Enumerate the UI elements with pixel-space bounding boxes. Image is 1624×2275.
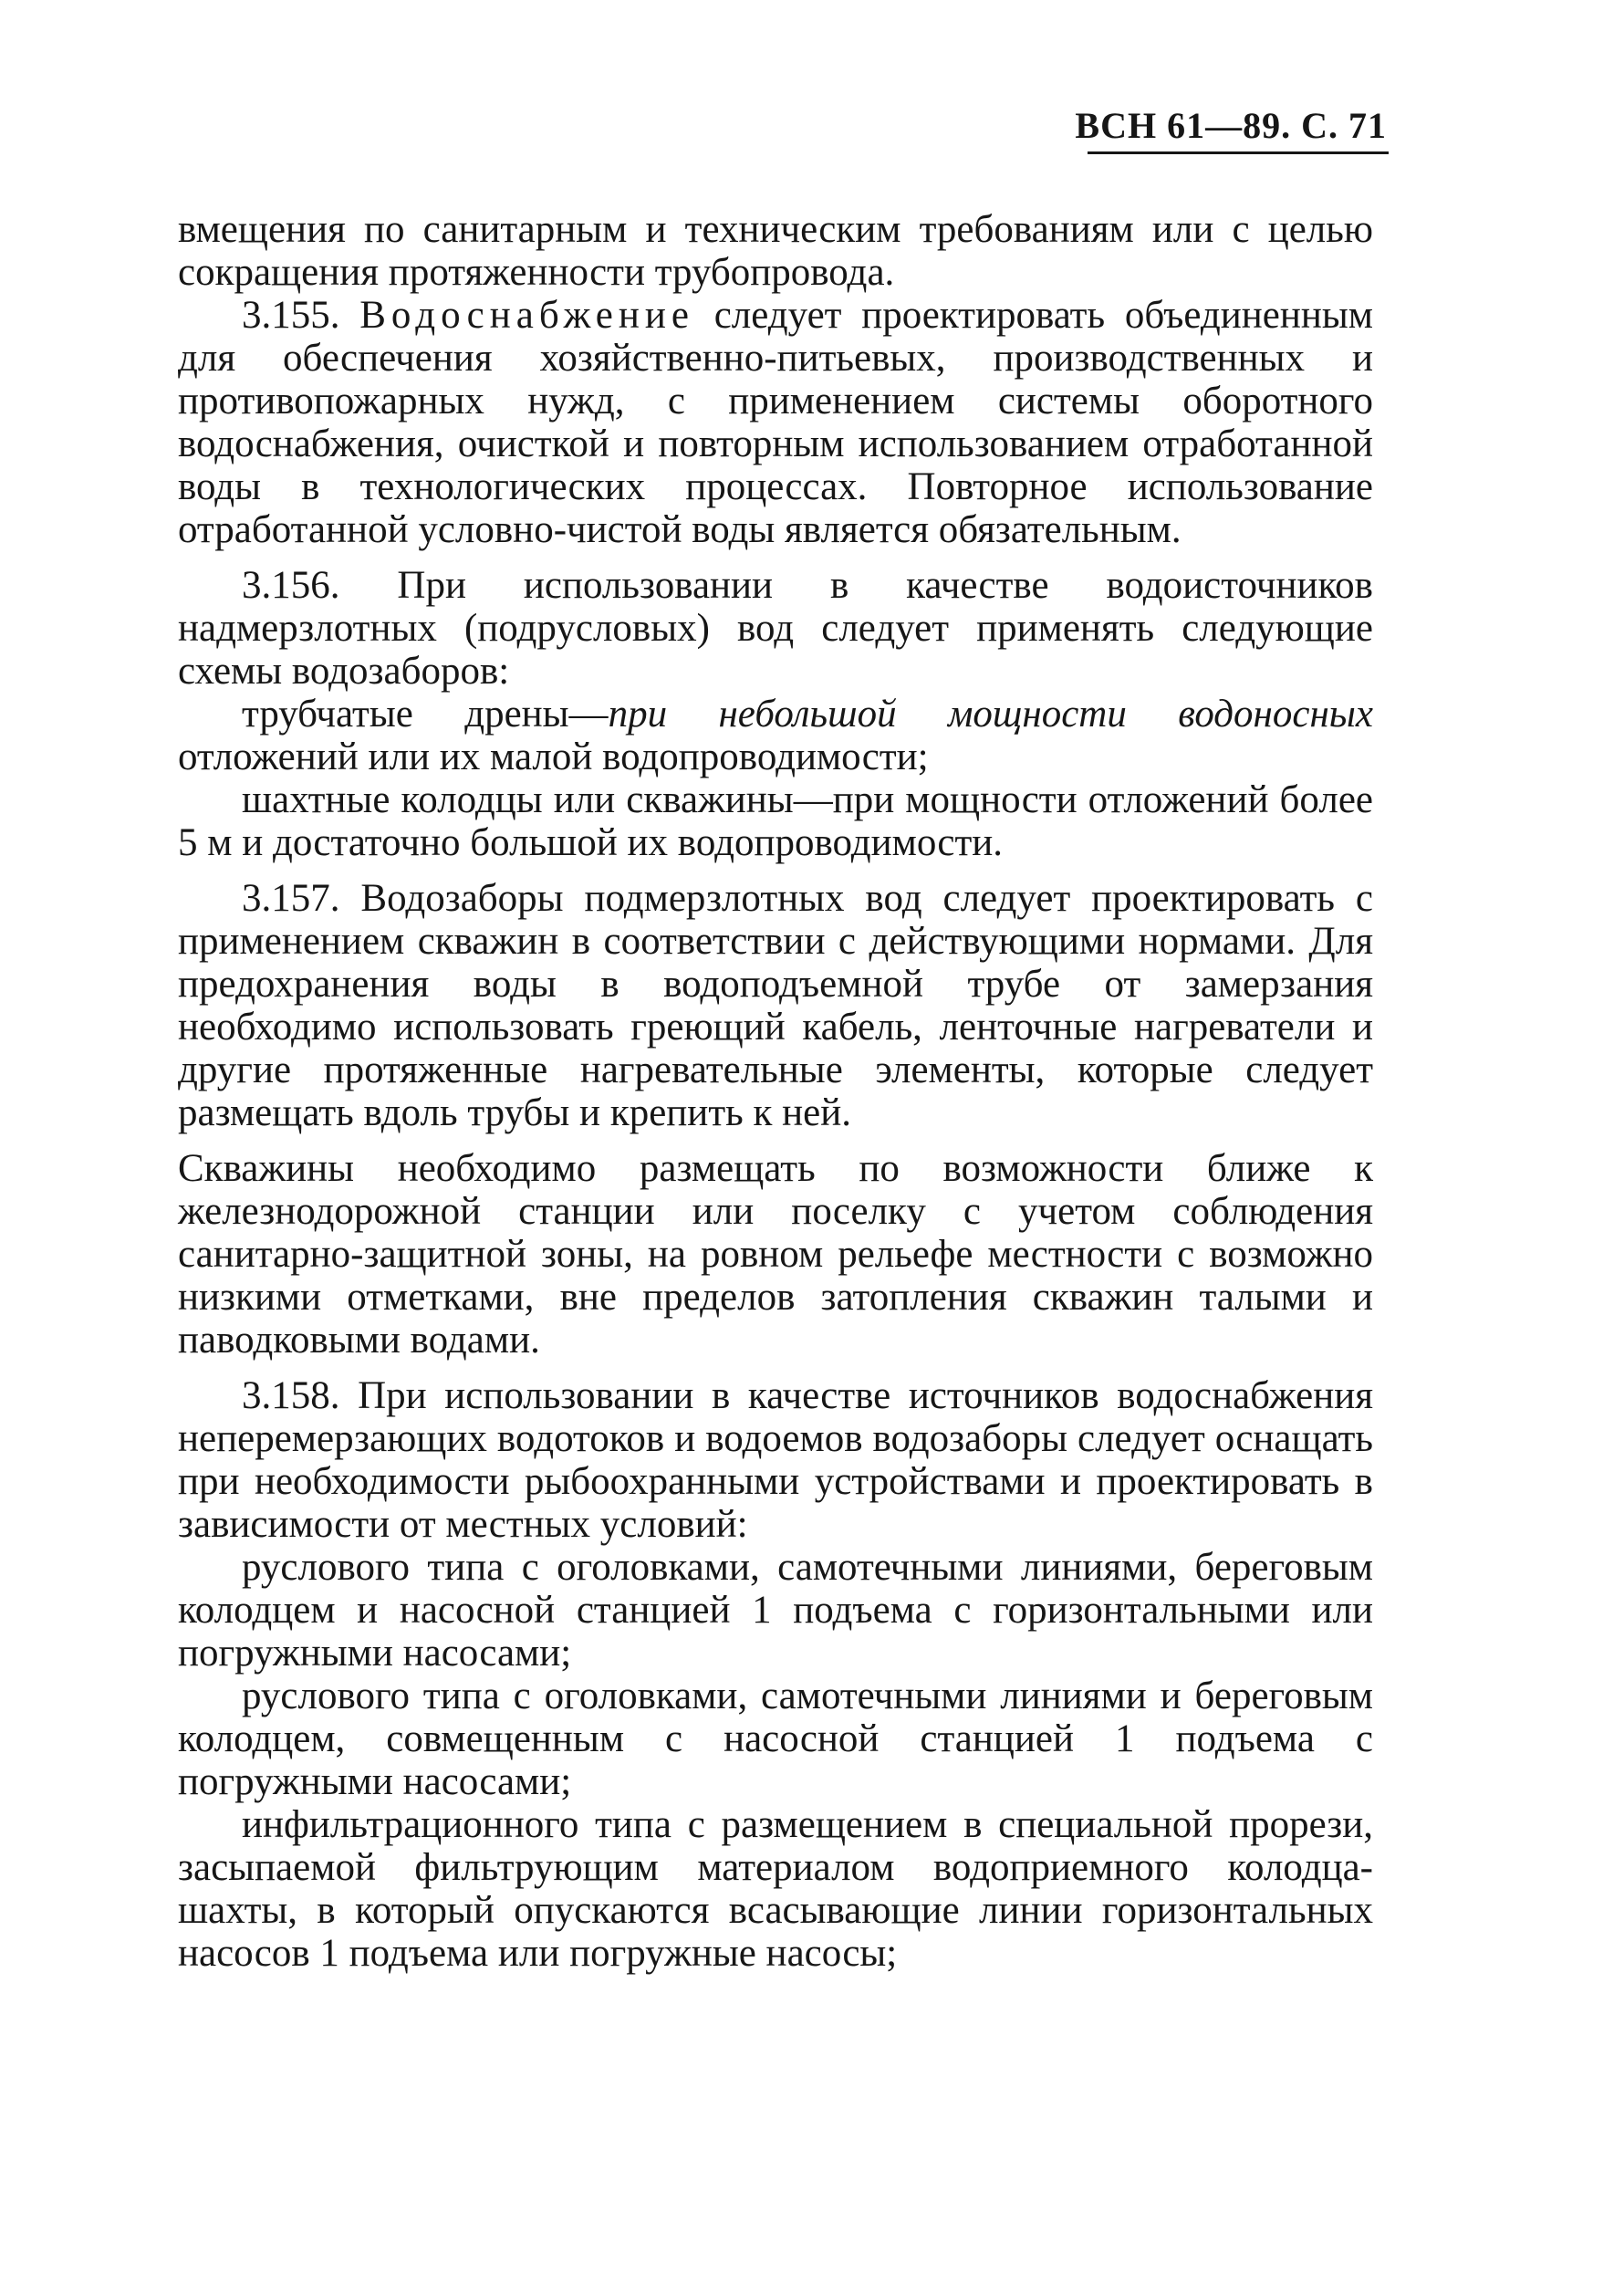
list-item-shaft-wells: шахтные колодцы или скважины—при мощности отложений более 5 м и достаточно большой их водопроводимости.	[178, 778, 1373, 864]
paragraph-3-157: 3.157. Водозаборы подмерзлотных вод следует проектировать с применением скважин в соответствии с действующими нормами. Для предохранения воды в водоподъемной трубе от замерзания необходимо использовать греющий кабель, ленточные нагреватели и другие протяженные нагревательные элементы, которые следует размещать вдоль трубы и крепить к ней.	[178, 877, 1373, 1134]
list-item-channel-type-2: руслового типа с оголовками, самотечными линиями и береговым колодцем, совмещенным с насосной станцией 1 подъема с погружными насосами;	[178, 1675, 1373, 1803]
list-item-channel-type-1: руслового типа с оголовками, самотечными линиями, береговым колодцем и насосной станцией 1 подъема с горизонтальными или погружными насосами;	[178, 1546, 1373, 1675]
running-header: ВСН 61—89. С. 71	[1075, 105, 1387, 146]
clause-text: следует проектировать объединенным для обеспечения хозяйственно-питьевых, производственных и противопожарных нужд, с применением системы оборотного водоснабжения, очисткой и повторным использованием отработанной воды в технологических процессах. Повторное использование отработанной условно-чистой воды является обязательным.	[178, 294, 1373, 551]
paragraph-3-156: 3.156. При использовании в качестве водоисточников надмерзлотных (подрусловых) вод следует применять следующие схемы водозаборов:	[178, 564, 1373, 693]
paragraph-3-155	[178, 294, 1373, 551]
list-item-start: трубчатые дрены—	[242, 693, 609, 736]
paragraph-continuation: вмещения по санитарным и техническим требованиям или с целью сокращения протяженности трубопровода.	[178, 208, 1373, 294]
document-body	[178, 208, 1373, 1975]
clause-number: 3.155.	[242, 294, 340, 337]
list-item-end: отложений или их малой водопроводимости;	[178, 736, 929, 778]
clause-emphasis: Водоснабжение	[359, 294, 694, 337]
paragraph-wells: Скважины необходимо размещать по возможности ближе к железнодорожной станции или поселку с учетом соблюдения санитарно-защитной зоны, на ровном рельефе местности с возможно низкими отметками, вне пределов затопления скважин талыми и паводковыми водами.	[178, 1147, 1373, 1362]
list-item-italic: при небольшой мощности водоносных	[608, 693, 1373, 736]
list-item-tube-drains	[178, 693, 1373, 778]
paragraph-3-158: 3.158. При использовании в качестве источников водоснабжения неперемерзающих водотоков и водоемов водозаборы следует оснащать при необходимости рыбоохранными устройствами и проектировать в зависимости от местных условий:	[178, 1374, 1373, 1546]
header-underline	[1088, 151, 1389, 154]
list-item-infiltration-type: инфильтрационного типа с размещением в специальной прорези, засыпаемой фильтрующим материалом водоприемного колодца-шахты, в который опускаются всасывающие линии горизонтальных насосов 1 подъема или погружные насосы;	[178, 1803, 1373, 1975]
